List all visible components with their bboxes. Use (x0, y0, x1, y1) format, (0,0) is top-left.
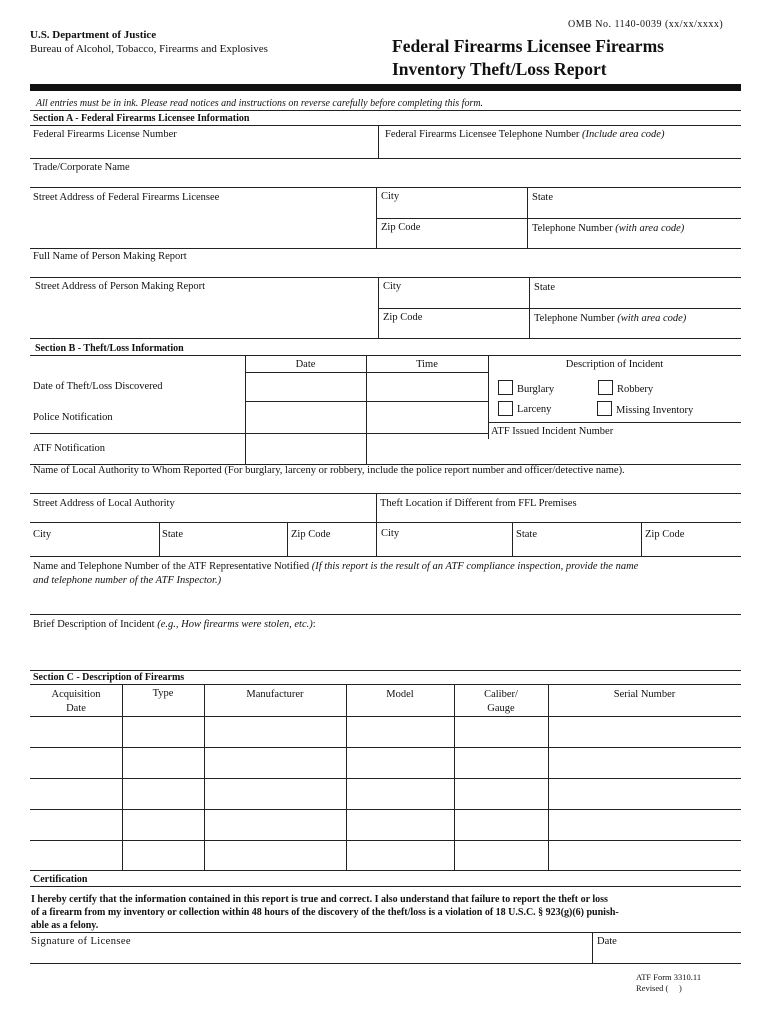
col-manufacturer: Manufacturer (246, 689, 304, 700)
larceny-checkbox[interactable] (498, 401, 513, 416)
trade-name-field[interactable] (30, 159, 741, 187)
ffl-telephone-field[interactable] (379, 126, 741, 158)
instructions: All entries must be in ink. Please read notices and instructions on reverse carefully before completing this form. (36, 98, 484, 109)
header-rule (30, 84, 741, 91)
local-authority-label: Name of Local Authority to Whom Reported (For burglary, larceny or robbery, include the police report number and officer/detective name). (33, 465, 625, 476)
discovered-label: Date of Theft/Loss Discovered (33, 381, 163, 392)
missing-inventory-checkbox[interactable] (597, 401, 612, 416)
col-acquisition-date: Acquisition Date (51, 689, 101, 714)
reporter-street-label: Street Address of Person Making Report (35, 281, 206, 292)
reporter-name-field[interactable] (30, 249, 741, 277)
col-time-header: Time (416, 359, 438, 370)
ffl-phone-label: Telephone Number (with area code) (532, 223, 685, 234)
incident-number-label: ATF Issued Incident Number (491, 426, 614, 437)
theft-location-field[interactable] (377, 494, 741, 522)
col-serial-number: Serial Number (613, 689, 676, 700)
police-notification-label: Police Notification (33, 412, 113, 423)
ffl-phone-field[interactable] (528, 219, 741, 248)
reporter-zip-label: Zip Code (383, 312, 423, 323)
date-label: Date (597, 936, 617, 947)
local-authority-field[interactable] (30, 478, 741, 493)
ffl-city-label: City (381, 191, 400, 202)
police-time-field[interactable] (367, 402, 488, 433)
revised-date: Revised ( ) (636, 983, 682, 993)
atf-date-field[interactable] (246, 434, 366, 464)
local-zip-field[interactable] (288, 523, 376, 555)
department-name: U.S. Department of Justice (30, 29, 157, 41)
ffl-number-field[interactable] (30, 126, 378, 158)
form-number: ATF Form 3310.11 (636, 972, 702, 982)
col-description-header: Description of Incident (565, 359, 664, 370)
certification-text: I hereby certify that the information contained in this report is true and correct. I also understand that failure to report the theft or loss of a firearm from my inventory or collection within 48 hours of the discovery of the theft/loss is a violation of 18 U.S.C. § 923(g)(6) punish- able as a felony. (31, 894, 619, 931)
larceny-label: Larceny (517, 404, 552, 415)
signature-field[interactable] (30, 933, 592, 963)
burglary-label: Burglary (517, 384, 555, 395)
ffl-zip-label: Zip Code (381, 222, 421, 233)
local-zip-label: Zip Code (291, 529, 331, 540)
atf-representative-label: Name and Telephone Number of the ATF Representative Notified (If this report is the result of an ATF compliance inspection, provide the name and telephone number of the ATF Inspector.) (33, 561, 639, 586)
section-a-heading: Section A - Federal Firearms Licensee Information (33, 113, 250, 124)
ffl-state-field[interactable] (528, 188, 741, 218)
ffl-city-field[interactable] (377, 188, 527, 218)
theft-city-label: City (381, 528, 400, 539)
local-state-label: State (162, 529, 183, 540)
missing-inventory-label: Missing Inventory (616, 405, 694, 416)
local-street-label: Street Address of Local Authority (33, 498, 175, 509)
ffl-zip-field[interactable] (377, 219, 527, 248)
firearm-row[interactable] (30, 841, 741, 870)
reporter-phone-label: Telephone Number (with area code) (534, 313, 687, 324)
ffl-street-label: Street Address of Federal Firearms Licensee (33, 192, 220, 203)
reporter-city-field[interactable] (379, 278, 529, 308)
col-caliber-gauge: Caliber/ Gauge (484, 689, 518, 714)
section-b-heading: Section B - Theft/Loss Information (35, 343, 184, 354)
firearm-row[interactable] (30, 779, 741, 809)
col-date-header: Date (295, 359, 316, 370)
local-city-label: City (33, 529, 52, 540)
local-city-field[interactable] (30, 523, 159, 555)
incident-number-field[interactable] (489, 423, 741, 463)
omb-number: OMB No. 1140-0039 (xx/xx/xxxx) (568, 19, 724, 30)
brief-description-field[interactable] (30, 633, 741, 670)
theft-zip-label: Zip Code (645, 529, 685, 540)
reporter-city-label: City (383, 281, 402, 292)
theft-city-field[interactable] (377, 523, 512, 555)
robbery-label: Robbery (617, 384, 654, 395)
ffl-number-label: Federal Firearms License Number (33, 129, 177, 140)
date-field[interactable] (593, 933, 741, 963)
ffl-state-label: State (532, 192, 553, 203)
reporter-name-label: Full Name of Person Making Report (33, 251, 187, 262)
theft-location-label: Theft Location if Different from FFL Premises (380, 498, 577, 509)
firearm-row[interactable] (30, 748, 741, 778)
form-title-line1: Federal Firearms Licensee Firearms (392, 36, 664, 56)
local-state-field[interactable] (160, 523, 287, 555)
bureau-name: Bureau of Alcohol, Tobacco, Firearms and Explosives (30, 43, 268, 55)
discovered-date-field[interactable] (246, 373, 366, 401)
reporter-zip-field[interactable] (379, 309, 529, 338)
section-c-heading: Section C - Description of Firearms (33, 672, 185, 683)
reporter-phone-field[interactable] (530, 309, 741, 338)
ffl-street-field[interactable] (30, 188, 376, 248)
robbery-checkbox[interactable] (598, 380, 613, 395)
form-title-line2: Inventory Theft/Loss Report (392, 59, 607, 79)
signature-label: Signature of Licensee (31, 936, 131, 947)
theft-state-field[interactable] (513, 523, 641, 555)
firearm-row[interactable] (30, 717, 741, 747)
local-street-field[interactable] (30, 494, 376, 522)
theft-zip-field[interactable] (642, 523, 741, 555)
burglary-checkbox[interactable] (498, 380, 513, 395)
firearm-row[interactable] (30, 810, 741, 840)
reporter-street-field[interactable] (30, 278, 378, 338)
reporter-state-label: State (534, 282, 555, 293)
theft-state-label: State (516, 529, 537, 540)
ffl-telephone-label: Federal Firearms Licensee Telephone Number (Include area code) (385, 129, 665, 140)
certification-heading: Certification (33, 874, 88, 885)
col-type: Type (152, 688, 174, 699)
atf-time-field[interactable] (367, 434, 488, 464)
col-model: Model (386, 689, 414, 700)
police-date-field[interactable] (246, 402, 366, 433)
brief-description-label: Brief Description of Incident (e.g., How firearms were stolen, etc.): (33, 619, 316, 630)
discovered-time-field[interactable] (367, 373, 488, 401)
reporter-state-field[interactable] (530, 278, 741, 308)
atf-representative-field[interactable] (30, 590, 741, 614)
atf-notification-label: ATF Notification (33, 443, 106, 454)
trade-name-label: Trade/Corporate Name (33, 162, 130, 173)
